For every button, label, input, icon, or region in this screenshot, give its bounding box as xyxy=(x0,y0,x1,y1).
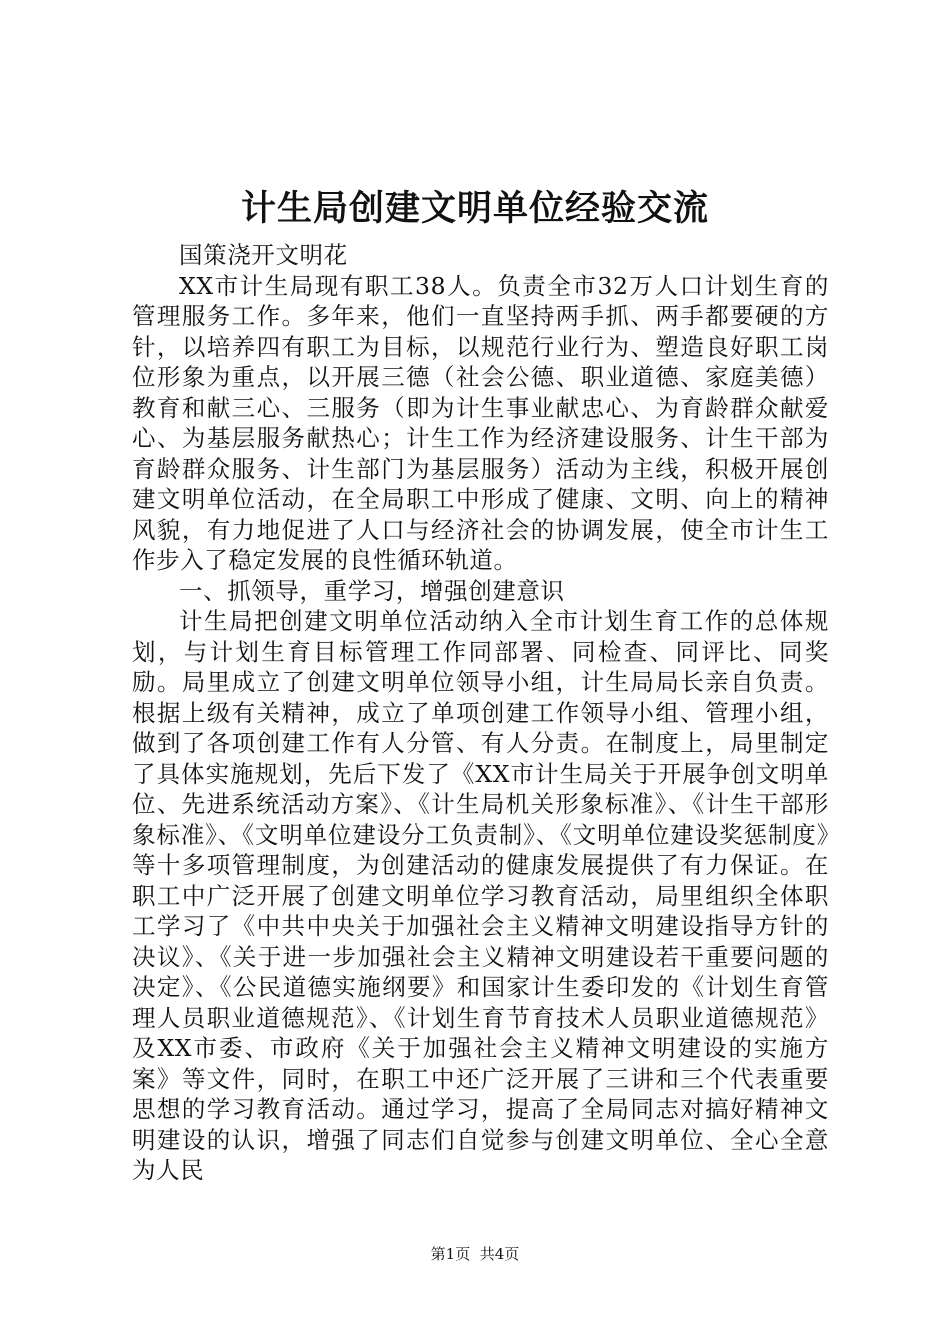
paragraph-section-1: 计生局把创建文明单位活动纳入全市计划生育工作的总体规划，与计划生育目标管理工作同部署、同检查、同评比、同奖励。局里成立了创建文明单位领导小组，计生局局长亲自负责。根据上级有关精神，成立了单项创建工作领导小组、管理小组，做到了各项创建工作有人分管、有人分责。在制度上，局里制定了具体实施规划，先后下发了《XX市计生局关于开展争创文明单位、先进系统活动方案》、《计生局机关形象标准》、《计生干部形象标准》、《文明单位建设分工负责制》、《文明单位建设奖惩制度》等十多项管理制度，为创建活动的健康发展提供了有力保证。在职工中广泛开展了创建文明单位学习教育活动，局里组织全体职工学习了《中共中央关于加强社会主义精神文明建设指导方针的决议》、《关于进一步加强社会主义精神文明建设若干重要问题的决定》、《公民道德实施纲要》和国家计生委印发的《计划生育管理人员职业道德规范》、《计划生育节育技术人员职业道德规范》及XX市委、市政府《关于加强社会主义精神文明建设的实施方案》等文件，同时，在职工中还广泛开展了三讲和三个代表重要思想的学习教育活动。通过学习，提高了全局同志对搞好精神文明建设的认识，增强了同志们自觉参与创建文明单位、全心全意为人民 xyxy=(132,607,829,1184)
document-title: 计生局创建文明单位经验交流 xyxy=(240,189,709,229)
page-total: 共4页 xyxy=(479,1245,520,1263)
page-footer xyxy=(0,1244,950,1264)
document-body xyxy=(132,240,829,1186)
section-heading-1: 一、抓领导，重学习，增强创建意识 xyxy=(179,576,565,605)
paragraph-subtitle: 国策浇开文明花 xyxy=(179,241,348,269)
page-number: 第1页 xyxy=(430,1245,471,1263)
paragraph-intro: XX市计生局现有职工38人。负责全市32万人口计划生育的管理服务工作。多年来，他们一直坚持两手抓、两手都要硬的方针，以培养四有职工为目标，以规范行业行为、塑造良好职工岗位形象为重点，以开展三德（社会公德、职业道德、家庭美德）教育和献三心、三服务（即为计生事业献忠心、为育龄群众献爱心、为基层服务献热心；计生工作为经济建设服务、计生干部为育龄群众服务、计生部门为基层服务）活动为主线，积极开展创建文明单位活动，在全局职工中形成了健康、文明、向上的精神风貌，有力地促进了人口与经济社会的协调发展，使全市计生工作步入了稳定发展的良性循环轨道。 xyxy=(132,271,829,574)
